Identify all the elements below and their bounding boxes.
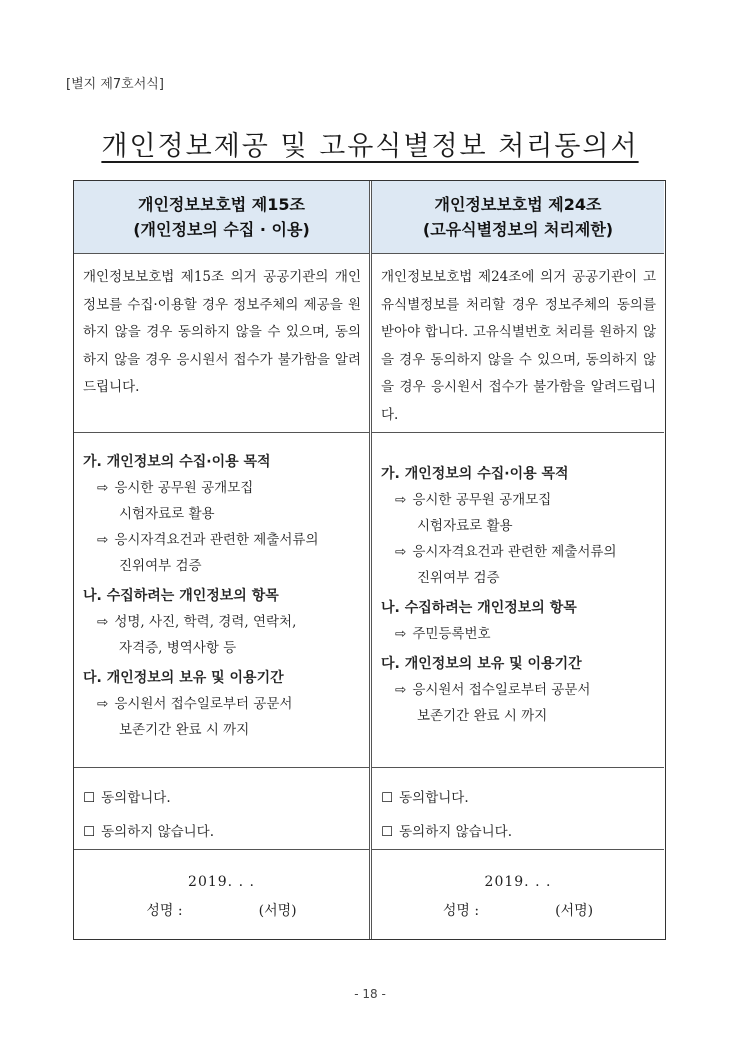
- consent-table: [73, 180, 666, 940]
- intro-text: 개인정보보호법 제15조 의거 공공기관의 개인정보를 수집·이용할 경우 정보주체의 제공을 원하지 않을 경우 동의하지 않을 수 있으며, 동의하지 않을 경우 응시원서 접수가 불가함을 알려드립니다.: [74, 254, 369, 433]
- arrow-right-icon: ⇨: [395, 544, 407, 560]
- item-text-continued: 시험자료로 활용: [119, 506, 215, 522]
- page-number: - 18 -: [354, 987, 386, 1001]
- section-heading: 가. 개인정보의 수집·이용 목적: [381, 466, 569, 482]
- disagree-option[interactable]: [83, 815, 361, 849]
- agree-option[interactable]: [83, 781, 361, 815]
- signature-date: 2019. . .: [484, 874, 552, 890]
- section-heading: 나. 수집하려는 개인정보의 항목: [381, 600, 577, 616]
- item-text-continued: 보존기간 완료 시 까지: [417, 708, 548, 724]
- name-label: 성명 :: [146, 903, 183, 919]
- item-text-continued: 진위여부 검증: [417, 570, 500, 586]
- checkbox-icon[interactable]: ☐: [83, 824, 96, 840]
- section-heading: 나. 수집하려는 개인정보의 항목: [83, 588, 279, 604]
- column-header: [74, 181, 369, 254]
- form-number-label: [별지 제7호서식]: [66, 77, 164, 92]
- item-text: 응시한 공무원 공개모집: [114, 480, 254, 496]
- item-text: 응시원서 접수일로부터 공문서: [412, 682, 591, 698]
- agree-label: 동의합니다.: [399, 790, 469, 806]
- list-item: [381, 677, 658, 729]
- agree-option[interactable]: [381, 781, 656, 815]
- agree-label: 동의합니다.: [101, 790, 171, 806]
- list-item: [83, 475, 363, 527]
- item-text-continued: 진위여부 검증: [119, 558, 202, 574]
- disagree-label: 동의하지 않습니다.: [101, 824, 215, 840]
- signature-area: [74, 850, 369, 939]
- consent-choices: [74, 768, 369, 850]
- arrow-right-icon: ⇨: [97, 480, 109, 496]
- arrow-right-icon: ⇨: [97, 614, 109, 630]
- article-24-column: [372, 181, 664, 939]
- consent-choices: [372, 768, 664, 850]
- article-15-column: [74, 181, 369, 939]
- signature-label: (서명): [555, 903, 594, 919]
- checkbox-icon[interactable]: ☐: [381, 790, 394, 806]
- list-item: [381, 539, 658, 591]
- arrow-right-icon: ⇨: [97, 532, 109, 548]
- document-title-text: 개인정보제공 및 고유식별정보 처리동의서: [101, 131, 639, 162]
- section-heading: 다. 개인정보의 보유 및 이용기간: [381, 656, 582, 672]
- intro-text: 개인정보보호법 제24조에 의거 공공기관이 고유식별정보를 처리할 경우 정보주체의 동의를 받아야 합니다. 고유식별번호 처리를 원하지 않을 경우 동의하지 않을 수 있으며, 동의하지 않을 경우 응시원서 접수가 불가함을 알려드립니다.: [372, 254, 664, 433]
- checkbox-icon[interactable]: ☐: [83, 790, 96, 806]
- section-heading: 다. 개인정보의 보유 및 이용기간: [83, 670, 284, 686]
- item-text-continued: 자격증, 병역사항 등: [119, 640, 237, 656]
- section-heading: 가. 개인정보의 수집·이용 목적: [83, 454, 271, 470]
- list-item: [381, 621, 658, 647]
- column-header: [372, 181, 664, 254]
- list-item: [381, 487, 658, 539]
- signature-area: [372, 850, 664, 939]
- document-title: [0, 124, 740, 163]
- arrow-right-icon: ⇨: [395, 492, 407, 508]
- item-text: 응시원서 접수일로부터 공문서: [114, 696, 293, 712]
- list-item: [83, 609, 363, 661]
- list-item: [83, 691, 363, 743]
- arrow-right-icon: ⇨: [97, 696, 109, 712]
- header-line-1: 개인정보보호법 제24조: [434, 195, 602, 214]
- column-divider: [369, 181, 370, 939]
- signature-label: (서명): [258, 903, 297, 919]
- name-label: 성명 :: [442, 903, 480, 919]
- item-text: 응시자격요건과 관련한 제출서류의: [114, 532, 319, 548]
- list-item: [83, 527, 363, 579]
- item-text-continued: 보존기간 완료 시 까지: [119, 722, 250, 738]
- arrow-right-icon: ⇨: [395, 626, 407, 642]
- item-text: 응시자격요건과 관련한 제출서류의: [412, 544, 617, 560]
- header-line-1: 개인정보보호법 제15조: [138, 195, 305, 214]
- item-text-continued: 시험자료로 활용: [417, 518, 513, 534]
- item-text: 주민등록번호: [412, 626, 491, 642]
- item-text: 성명, 사진, 학력, 경력, 연락처,: [114, 614, 297, 630]
- disagree-option[interactable]: [381, 815, 656, 849]
- item-text: 응시한 공무원 공개모집: [412, 492, 552, 508]
- signature-date: 2019. . .: [188, 874, 255, 890]
- header-line-2: (개인정보의 수집 · 이용): [133, 220, 310, 239]
- header-line-2: (고유식별정보의 처리제한): [422, 220, 614, 239]
- disagree-label: 동의하지 않습니다.: [399, 824, 513, 840]
- checkbox-icon[interactable]: ☐: [381, 824, 394, 840]
- details-section: [372, 433, 664, 768]
- details-section: [74, 433, 369, 768]
- arrow-right-icon: ⇨: [395, 682, 407, 698]
